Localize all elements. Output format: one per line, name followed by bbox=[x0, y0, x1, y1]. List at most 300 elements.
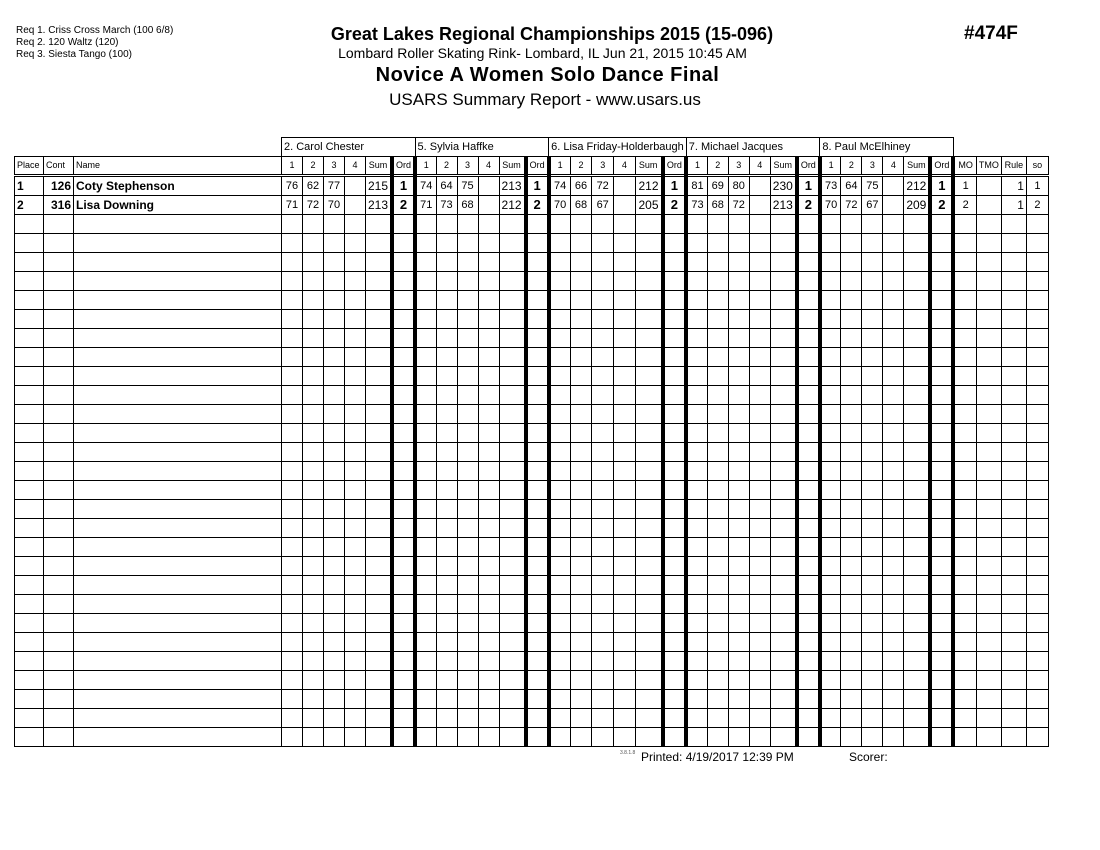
empty-row bbox=[15, 652, 1049, 671]
empty-cell bbox=[282, 652, 303, 671]
score-cell bbox=[883, 196, 904, 215]
empty-cell bbox=[820, 500, 841, 519]
empty-cell bbox=[841, 709, 862, 728]
column-header-judge-2: 2 bbox=[570, 157, 592, 176]
empty-cell bbox=[366, 272, 393, 291]
empty-cell bbox=[570, 310, 592, 329]
empty-cell bbox=[614, 310, 636, 329]
empty-cell bbox=[415, 462, 436, 481]
empty-cell bbox=[976, 234, 1001, 253]
empty-cell bbox=[324, 557, 345, 576]
empty-cell bbox=[904, 462, 931, 481]
empty-cell bbox=[15, 709, 44, 728]
competition-title: Great Lakes Regional Championships 2015 (15-096) bbox=[330, 24, 774, 44]
score-cell: 70 bbox=[324, 196, 345, 215]
empty-cell bbox=[686, 443, 707, 462]
empty-cell bbox=[749, 652, 770, 671]
empty-cell bbox=[282, 614, 303, 633]
empty-cell bbox=[303, 348, 324, 367]
empty-cell bbox=[436, 253, 457, 272]
empty-cell bbox=[457, 405, 478, 424]
ordinal-cell: 1 bbox=[526, 176, 549, 196]
column-header-judge-2: 2 bbox=[707, 157, 728, 176]
empty-cell bbox=[614, 595, 636, 614]
column-header-tmo: TMO bbox=[976, 157, 1001, 176]
requirement-2: Req 2. 120 Waltz (120) bbox=[16, 37, 119, 48]
empty-cell bbox=[820, 652, 841, 671]
empty-row bbox=[15, 215, 1049, 234]
empty-cell bbox=[478, 538, 499, 557]
empty-cell bbox=[930, 234, 953, 253]
empty-cell bbox=[549, 595, 571, 614]
empty-cell bbox=[282, 728, 303, 747]
empty-cell bbox=[303, 462, 324, 481]
empty-cell bbox=[953, 348, 976, 367]
empty-cell bbox=[1001, 595, 1026, 614]
event-title: Novice A Women Solo Dance Final bbox=[375, 64, 720, 86]
empty-cell bbox=[1026, 633, 1048, 652]
empty-cell bbox=[1026, 272, 1048, 291]
column-header-judge-2: 2 bbox=[841, 157, 862, 176]
empty-cell bbox=[686, 310, 707, 329]
empty-cell bbox=[324, 614, 345, 633]
ordinal-cell: 2 bbox=[663, 196, 687, 215]
empty-cell bbox=[282, 538, 303, 557]
empty-cell bbox=[457, 291, 478, 310]
empty-cell bbox=[614, 576, 636, 595]
empty-cell bbox=[841, 595, 862, 614]
empty-cell bbox=[15, 519, 44, 538]
empty-cell bbox=[570, 272, 592, 291]
empty-cell bbox=[592, 500, 614, 519]
empty-cell bbox=[74, 614, 282, 633]
empty-row bbox=[15, 538, 1049, 557]
empty-cell bbox=[953, 424, 976, 443]
empty-cell bbox=[749, 348, 770, 367]
empty-cell bbox=[663, 348, 687, 367]
empty-cell bbox=[953, 405, 976, 424]
empty-cell bbox=[415, 291, 436, 310]
empty-cell bbox=[728, 557, 749, 576]
ordinal-cell: 1 bbox=[663, 176, 687, 196]
empty-cell bbox=[862, 291, 883, 310]
event-number: #474F bbox=[964, 23, 1018, 44]
column-header-judge-sum: Sum bbox=[904, 157, 931, 176]
empty-cell bbox=[499, 348, 526, 367]
empty-cell bbox=[392, 310, 415, 329]
empty-cell bbox=[74, 576, 282, 595]
empty-cell bbox=[436, 462, 457, 481]
column-header-judge-ord: Ord bbox=[526, 157, 549, 176]
extra-cell-mo: 1 bbox=[953, 176, 976, 196]
empty-cell bbox=[770, 538, 797, 557]
empty-cell bbox=[841, 500, 862, 519]
empty-cell bbox=[728, 253, 749, 272]
blank-cell bbox=[15, 138, 282, 157]
empty-cell bbox=[862, 253, 883, 272]
empty-cell bbox=[303, 424, 324, 443]
empty-cell bbox=[324, 652, 345, 671]
score-cell: 74 bbox=[549, 176, 571, 196]
empty-cell bbox=[663, 538, 687, 557]
empty-cell bbox=[592, 633, 614, 652]
empty-cell bbox=[345, 519, 366, 538]
empty-cell bbox=[74, 481, 282, 500]
empty-cell bbox=[862, 633, 883, 652]
empty-cell bbox=[324, 481, 345, 500]
empty-row bbox=[15, 500, 1049, 519]
empty-cell bbox=[1001, 728, 1026, 747]
empty-cell bbox=[686, 690, 707, 709]
empty-cell bbox=[930, 500, 953, 519]
empty-cell bbox=[953, 671, 976, 690]
empty-cell bbox=[883, 557, 904, 576]
empty-cell bbox=[499, 576, 526, 595]
empty-cell bbox=[707, 405, 728, 424]
empty-cell bbox=[707, 424, 728, 443]
empty-cell bbox=[614, 538, 636, 557]
empty-cell bbox=[749, 595, 770, 614]
empty-cell bbox=[478, 443, 499, 462]
empty-cell bbox=[549, 367, 571, 386]
empty-cell bbox=[841, 462, 862, 481]
empty-row bbox=[15, 272, 1049, 291]
column-header-judge-sum: Sum bbox=[499, 157, 526, 176]
empty-cell bbox=[303, 728, 324, 747]
empty-cell bbox=[457, 386, 478, 405]
empty-cell bbox=[904, 709, 931, 728]
empty-cell bbox=[44, 709, 74, 728]
empty-cell bbox=[592, 671, 614, 690]
empty-cell bbox=[549, 443, 571, 462]
empty-cell bbox=[570, 481, 592, 500]
empty-cell bbox=[392, 348, 415, 367]
empty-cell bbox=[303, 291, 324, 310]
empty-cell bbox=[436, 557, 457, 576]
empty-cell bbox=[345, 576, 366, 595]
empty-cell bbox=[728, 234, 749, 253]
empty-cell bbox=[345, 424, 366, 443]
empty-cell bbox=[841, 348, 862, 367]
empty-cell bbox=[749, 481, 770, 500]
empty-cell bbox=[457, 671, 478, 690]
empty-cell bbox=[635, 614, 662, 633]
empty-cell bbox=[1026, 405, 1048, 424]
empty-cell bbox=[415, 367, 436, 386]
empty-cell bbox=[770, 595, 797, 614]
empty-cell bbox=[366, 253, 393, 272]
empty-cell bbox=[436, 709, 457, 728]
empty-cell bbox=[499, 500, 526, 519]
empty-cell bbox=[953, 272, 976, 291]
empty-cell bbox=[499, 481, 526, 500]
empty-cell bbox=[436, 386, 457, 405]
empty-cell bbox=[303, 709, 324, 728]
empty-cell bbox=[635, 519, 662, 538]
empty-cell bbox=[749, 614, 770, 633]
empty-cell bbox=[436, 538, 457, 557]
cont-cell: 316 bbox=[44, 196, 74, 215]
empty-cell bbox=[392, 557, 415, 576]
empty-cell bbox=[1026, 367, 1048, 386]
empty-cell bbox=[686, 538, 707, 557]
empty-cell bbox=[883, 367, 904, 386]
empty-cell bbox=[749, 234, 770, 253]
score-cell: 62 bbox=[303, 176, 324, 196]
empty-cell bbox=[686, 500, 707, 519]
empty-cell bbox=[686, 215, 707, 234]
empty-cell bbox=[345, 652, 366, 671]
empty-cell bbox=[862, 386, 883, 405]
empty-cell bbox=[728, 519, 749, 538]
extra-cell-tmo bbox=[976, 196, 1001, 215]
empty-cell bbox=[904, 215, 931, 234]
empty-cell bbox=[976, 519, 1001, 538]
empty-cell bbox=[15, 614, 44, 633]
cont-cell: 126 bbox=[44, 176, 74, 196]
empty-cell bbox=[797, 709, 820, 728]
empty-cell bbox=[663, 690, 687, 709]
empty-cell bbox=[707, 329, 728, 348]
empty-cell bbox=[635, 367, 662, 386]
empty-cell bbox=[526, 614, 549, 633]
empty-cell bbox=[820, 329, 841, 348]
empty-cell bbox=[953, 614, 976, 633]
empty-cell bbox=[499, 443, 526, 462]
empty-cell bbox=[770, 253, 797, 272]
empty-cell bbox=[392, 272, 415, 291]
empty-cell bbox=[770, 443, 797, 462]
empty-cell bbox=[728, 405, 749, 424]
empty-cell bbox=[635, 462, 662, 481]
empty-cell bbox=[499, 291, 526, 310]
empty-cell bbox=[883, 690, 904, 709]
empty-cell bbox=[282, 348, 303, 367]
empty-cell bbox=[976, 614, 1001, 633]
empty-cell bbox=[820, 633, 841, 652]
empty-cell bbox=[883, 272, 904, 291]
empty-cell bbox=[44, 443, 74, 462]
empty-cell bbox=[1026, 728, 1048, 747]
empty-cell bbox=[303, 405, 324, 424]
empty-cell bbox=[663, 481, 687, 500]
empty-cell bbox=[930, 272, 953, 291]
empty-cell bbox=[592, 215, 614, 234]
empty-cell bbox=[1026, 234, 1048, 253]
empty-cell bbox=[883, 462, 904, 481]
empty-cell bbox=[635, 234, 662, 253]
empty-cell bbox=[841, 215, 862, 234]
empty-cell bbox=[686, 709, 707, 728]
empty-cell bbox=[457, 462, 478, 481]
empty-cell bbox=[570, 500, 592, 519]
empty-cell bbox=[366, 234, 393, 253]
empty-cell bbox=[820, 709, 841, 728]
empty-row bbox=[15, 310, 1049, 329]
empty-cell bbox=[1026, 709, 1048, 728]
column-header-judge-1: 1 bbox=[820, 157, 841, 176]
empty-cell bbox=[392, 500, 415, 519]
empty-cell bbox=[570, 367, 592, 386]
empty-cell bbox=[526, 310, 549, 329]
empty-cell bbox=[749, 253, 770, 272]
ordinal-cell: 2 bbox=[526, 196, 549, 215]
empty-cell bbox=[930, 215, 953, 234]
empty-cell bbox=[841, 557, 862, 576]
empty-cell bbox=[841, 690, 862, 709]
empty-cell bbox=[1026, 329, 1048, 348]
empty-cell bbox=[436, 310, 457, 329]
empty-cell bbox=[749, 709, 770, 728]
empty-cell bbox=[457, 633, 478, 652]
empty-cell bbox=[74, 405, 282, 424]
empty-cell bbox=[770, 348, 797, 367]
empty-cell bbox=[15, 424, 44, 443]
empty-cell bbox=[820, 367, 841, 386]
empty-row bbox=[15, 291, 1049, 310]
empty-cell bbox=[728, 614, 749, 633]
empty-cell bbox=[74, 652, 282, 671]
empty-cell bbox=[1026, 253, 1048, 272]
empty-cell bbox=[883, 405, 904, 424]
empty-cell bbox=[436, 576, 457, 595]
empty-cell bbox=[707, 652, 728, 671]
empty-cell bbox=[366, 367, 393, 386]
empty-cell bbox=[820, 576, 841, 595]
empty-cell bbox=[392, 728, 415, 747]
report-title: USARS Summary Report - www.usars.us bbox=[389, 90, 701, 109]
empty-cell bbox=[749, 215, 770, 234]
empty-cell bbox=[728, 690, 749, 709]
empty-cell bbox=[770, 329, 797, 348]
empty-cell bbox=[1026, 576, 1048, 595]
empty-cell bbox=[728, 576, 749, 595]
empty-cell bbox=[436, 443, 457, 462]
name-cell: Lisa Downing bbox=[74, 196, 282, 215]
empty-cell bbox=[392, 652, 415, 671]
empty-cell bbox=[820, 519, 841, 538]
empty-cell bbox=[392, 576, 415, 595]
empty-cell bbox=[478, 557, 499, 576]
empty-cell bbox=[728, 424, 749, 443]
empty-cell bbox=[44, 253, 74, 272]
empty-cell bbox=[415, 443, 436, 462]
empty-row bbox=[15, 709, 1049, 728]
column-header-judge-3: 3 bbox=[728, 157, 749, 176]
empty-cell bbox=[15, 291, 44, 310]
empty-cell bbox=[663, 595, 687, 614]
empty-cell bbox=[282, 557, 303, 576]
empty-cell bbox=[820, 462, 841, 481]
empty-cell bbox=[1001, 576, 1026, 595]
empty-cell bbox=[478, 348, 499, 367]
empty-cell bbox=[728, 462, 749, 481]
empty-cell bbox=[883, 500, 904, 519]
empty-cell bbox=[614, 671, 636, 690]
empty-cell bbox=[707, 367, 728, 386]
empty-cell bbox=[707, 272, 728, 291]
score-cell: 67 bbox=[592, 196, 614, 215]
empty-cell bbox=[457, 329, 478, 348]
empty-cell bbox=[930, 405, 953, 424]
empty-cell bbox=[707, 215, 728, 234]
empty-cell bbox=[749, 405, 770, 424]
empty-cell bbox=[15, 367, 44, 386]
empty-cell bbox=[770, 386, 797, 405]
empty-cell bbox=[883, 234, 904, 253]
empty-cell bbox=[883, 291, 904, 310]
score-cell: 72 bbox=[841, 196, 862, 215]
empty-cell bbox=[883, 424, 904, 443]
empty-cell bbox=[526, 424, 549, 443]
empty-cell bbox=[436, 329, 457, 348]
column-header-judge-4: 4 bbox=[883, 157, 904, 176]
empty-cell bbox=[841, 671, 862, 690]
empty-cell bbox=[324, 500, 345, 519]
empty-cell bbox=[415, 576, 436, 595]
empty-cell bbox=[862, 234, 883, 253]
empty-cell bbox=[614, 481, 636, 500]
empty-cell bbox=[749, 291, 770, 310]
empty-cell bbox=[457, 424, 478, 443]
empty-cell bbox=[930, 253, 953, 272]
empty-cell bbox=[686, 234, 707, 253]
empty-cell bbox=[499, 709, 526, 728]
empty-cell bbox=[976, 443, 1001, 462]
empty-cell bbox=[862, 443, 883, 462]
empty-cell bbox=[904, 405, 931, 424]
empty-cell bbox=[1026, 690, 1048, 709]
empty-cell bbox=[1026, 500, 1048, 519]
empty-cell bbox=[570, 690, 592, 709]
empty-cell bbox=[282, 367, 303, 386]
empty-row bbox=[15, 728, 1049, 747]
empty-cell bbox=[797, 348, 820, 367]
empty-cell bbox=[592, 253, 614, 272]
empty-cell bbox=[457, 614, 478, 633]
empty-cell bbox=[770, 614, 797, 633]
empty-cell bbox=[324, 671, 345, 690]
empty-cell bbox=[614, 614, 636, 633]
empty-cell bbox=[707, 291, 728, 310]
empty-cell bbox=[797, 234, 820, 253]
empty-cell bbox=[841, 538, 862, 557]
empty-cell bbox=[663, 367, 687, 386]
empty-cell bbox=[614, 386, 636, 405]
empty-cell bbox=[499, 272, 526, 291]
empty-cell bbox=[549, 234, 571, 253]
empty-cell bbox=[614, 557, 636, 576]
empty-cell bbox=[707, 500, 728, 519]
empty-cell bbox=[883, 538, 904, 557]
empty-cell bbox=[345, 538, 366, 557]
empty-cell bbox=[345, 291, 366, 310]
score-cell: 64 bbox=[841, 176, 862, 196]
empty-cell bbox=[930, 576, 953, 595]
empty-cell bbox=[15, 633, 44, 652]
empty-cell bbox=[415, 424, 436, 443]
empty-cell bbox=[707, 728, 728, 747]
extra-cell-so: 1 bbox=[1026, 176, 1048, 196]
empty-cell bbox=[663, 215, 687, 234]
empty-cell bbox=[74, 329, 282, 348]
empty-cell bbox=[930, 424, 953, 443]
empty-cell bbox=[570, 614, 592, 633]
empty-cell bbox=[74, 671, 282, 690]
empty-cell bbox=[663, 576, 687, 595]
empty-cell bbox=[976, 253, 1001, 272]
empty-cell bbox=[415, 614, 436, 633]
